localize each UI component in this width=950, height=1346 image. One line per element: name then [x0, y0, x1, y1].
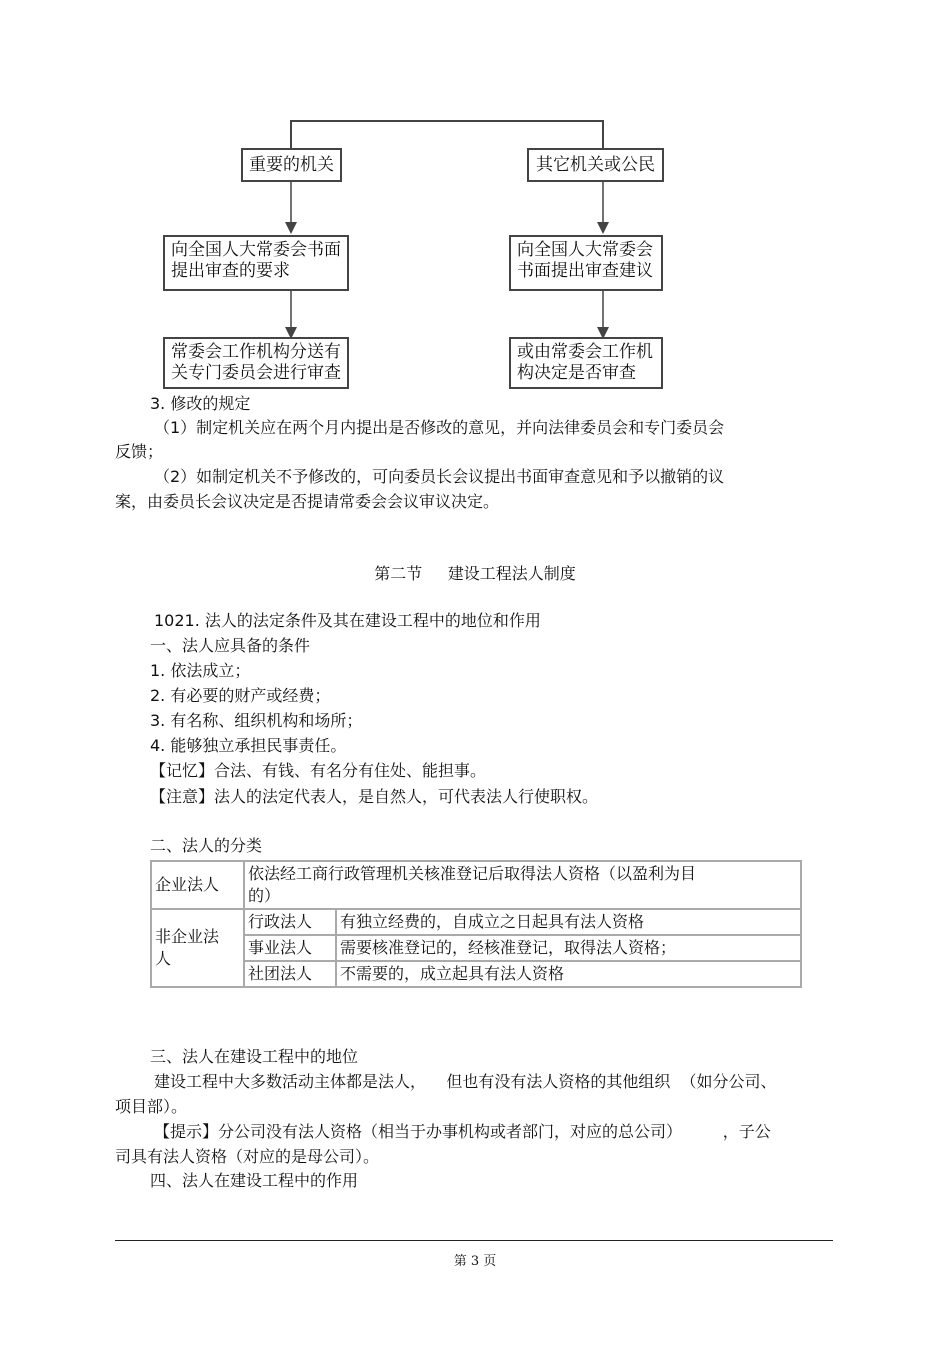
- condition-1: 1. 依法成立；: [150, 661, 251, 680]
- section-title: 第二节 建设工程法人制度: [374, 564, 576, 583]
- condition-4: 4. 能够独立承担民事责任。: [150, 736, 347, 755]
- role-heading: 四、法人在建设工程中的作用: [150, 1171, 359, 1190]
- tip-paragraph-line2: 司具有法人资格（对应的是母公司）。: [115, 1147, 380, 1166]
- left-bottom-box: [163, 337, 349, 389]
- top-bracket-line: [291, 121, 603, 148]
- subtype-desc-cell: 不需要的，成立起具有法人资格: [336, 961, 801, 987]
- right-mid-box-line1: 向全国人大常委会: [517, 240, 653, 260]
- paragraph-2-line1: （2）如制定机关不予修改的，可向委员长会议提出书面审查意见和予以撤销的议: [154, 467, 725, 486]
- subtype-desc-cell: 有独立经费的，自成立之日起具有法人资格: [336, 909, 801, 935]
- paragraph-1-line1: （1）制定机关应在两个月内提出是否修改的意见，并向法律委员会和专门委员会: [154, 418, 725, 437]
- enterprise-type-cell: 企业法人: [151, 861, 244, 909]
- right-mid-box-line2: 书面提出审查建议: [517, 261, 653, 281]
- enterprise-desc-cell: [244, 861, 801, 909]
- non-enterprise-label-line2: 人: [155, 949, 172, 968]
- right-bottom-box-line1: 或由常委会工作机: [517, 342, 653, 362]
- left-bottom-box-line1: 常委会工作机构分送有: [171, 342, 341, 362]
- left-top-box-text: 重要的机关: [249, 154, 334, 175]
- left-mid-box-line2: 提出审查的要求: [171, 261, 290, 281]
- footer-divider: [115, 1240, 833, 1241]
- status-paragraph-line2: 项目部）。: [115, 1097, 188, 1116]
- tip-paragraph-line1: 【提示】分公司没有法人资格（相当于办事机构或者部门，对应的总公司） ，子公: [154, 1122, 771, 1141]
- enterprise-desc-line1: 依法经工商行政管理机关核准登记后取得法人资格（以盈利为目: [248, 864, 697, 883]
- condition-2: 2. 有必要的财产或经费；: [150, 686, 331, 705]
- enterprise-desc-line2: 的）: [248, 886, 281, 905]
- conditions-heading: 一、法人应具备的条件: [150, 636, 311, 655]
- right-top-box-text: 其它机关或公民: [536, 154, 655, 175]
- topic-heading: 1021. 法人的法定条件及其在建设工程中的地位和作用: [154, 611, 541, 630]
- attention-note: 【注意】法人的法定代表人，是自然人，可代表法人行使职权。: [150, 787, 599, 806]
- right-bottom-box-line2: 构决定是否审查: [517, 363, 636, 383]
- status-heading: 三、法人在建设工程中的地位: [150, 1047, 359, 1066]
- flowchart-connectors: [0, 0, 950, 400]
- legal-person-classification-table: [150, 860, 802, 988]
- table-row: [151, 961, 801, 987]
- left-mid-box: [163, 235, 349, 291]
- paragraph-2-line2: 案，由委员长会议决定是否提请常委会会议审议决定。: [115, 492, 500, 511]
- modify-rules-heading: 3. 修改的规定: [150, 394, 251, 413]
- left-top-box: [241, 148, 342, 182]
- subtype-desc-cell: 需要核准登记的，经核准登记，取得法人资格；: [336, 935, 801, 961]
- condition-3: 3. 有名称、组织机构和场所；: [150, 711, 363, 730]
- right-bottom-box: [509, 337, 663, 389]
- review-flowchart: [0, 0, 950, 400]
- page-number: 第 3 页: [453, 1254, 497, 1269]
- paragraph-1-line2: 反馈；: [115, 442, 164, 461]
- classification-heading: 二、法人的分类: [150, 836, 263, 855]
- subtype-cell: 社团法人: [244, 961, 336, 987]
- non-enterprise-cell: [151, 909, 244, 987]
- subtype-cell: 行政法人: [244, 909, 336, 935]
- status-paragraph-line1: 建设工程中大多数活动主体都是法人， 但也有没有法人资格的其他组织 （如分公司、: [154, 1072, 777, 1091]
- left-mid-box-line1: 向全国人大常委会书面: [171, 240, 341, 260]
- table-row: [151, 935, 801, 961]
- left-bottom-box-line2: 关专门委员会进行审查: [171, 363, 341, 383]
- table-row: [151, 861, 801, 909]
- memory-note: 【记忆】合法、有钱、有名分有住处、能担事。: [150, 761, 487, 780]
- non-enterprise-label-line1: 非企业法: [155, 927, 220, 946]
- subtype-cell: 事业法人: [244, 935, 336, 961]
- table-row: [151, 909, 801, 935]
- right-top-box: [527, 148, 664, 182]
- right-mid-box: [509, 235, 663, 291]
